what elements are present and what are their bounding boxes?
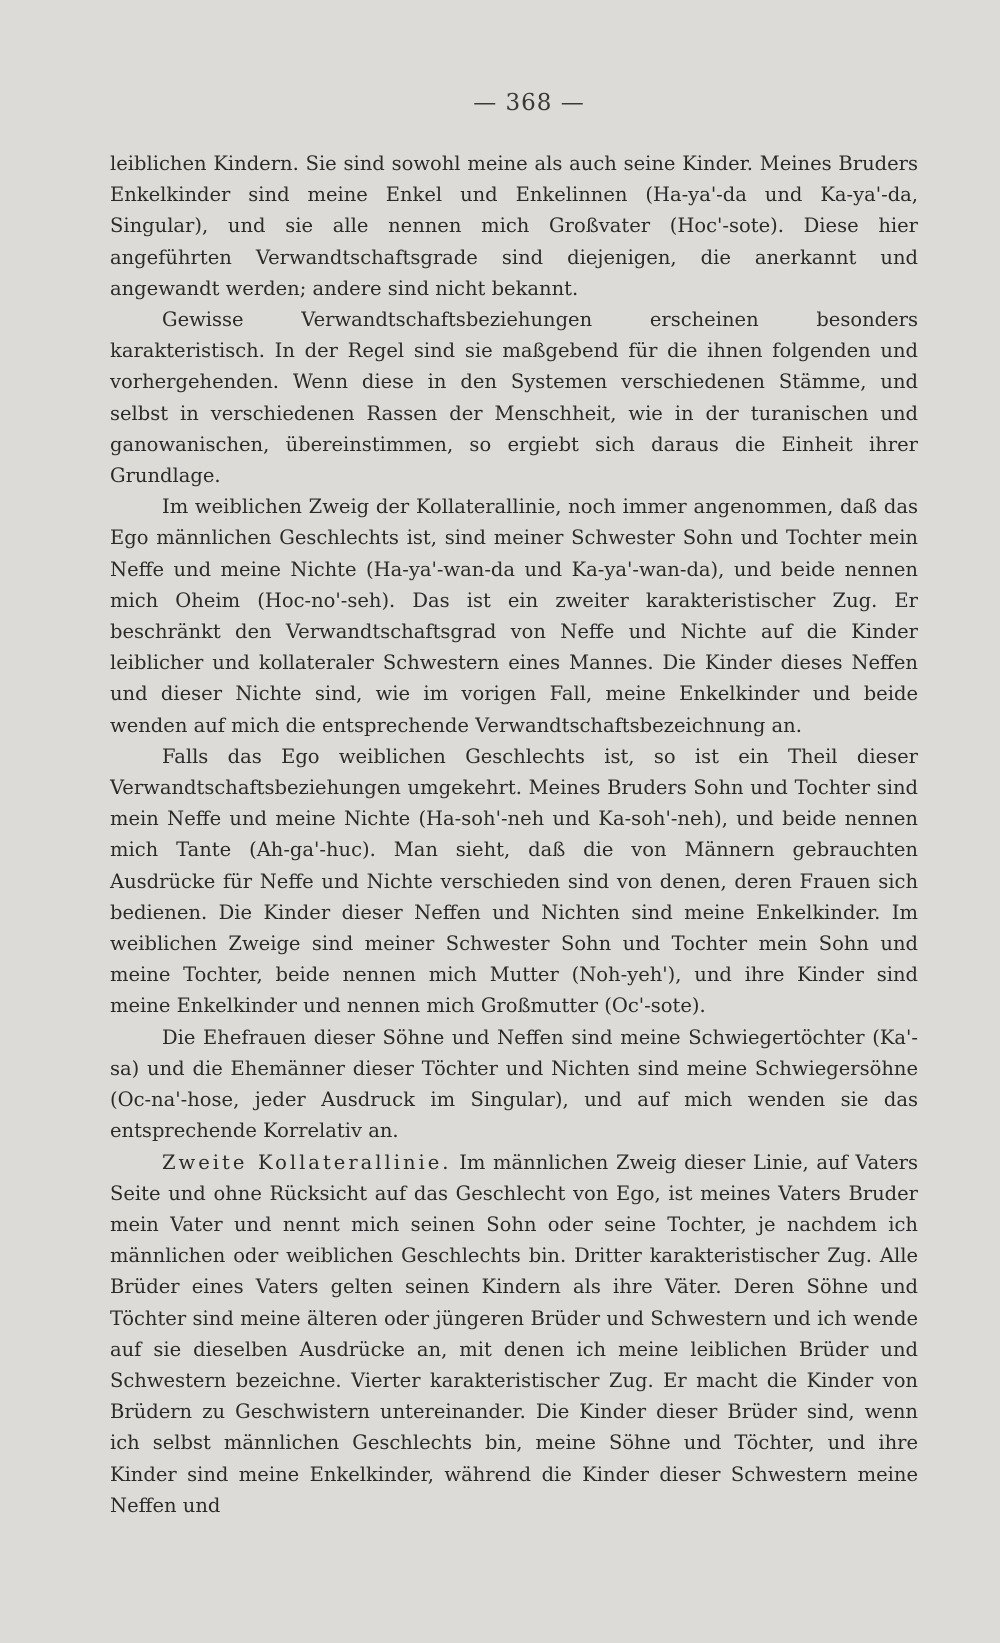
paragraph-2: Gewisse Verwandtschaftsbeziehungen erscheinen besonders karakteristisch. In der Regel sind sie maßgebend für die ihnen folgenden und vorhergehenden. Wenn diese in den Systemen verschiedenen Stämme, und selbst in verschiedenen Rassen der Menschheit, wie in der turanischen und ganowanischen, übereinstimmen, so ergiebt sich daraus die Einheit ihrer Grundlage. (110, 308, 918, 488)
paragraph-3: Im weiblichen Zweig der Kollaterallinie, noch immer angenommen, daß das Ego männlichen Geschlechts ist, sind meiner Schwester Sohn und Tochter mein Neffe und meine Nichte (Ha-ya'-wan-da und Ka-ya'-wan-da), und beide nennen mich Oheim (Hoc-no'-seh). Das ist ein zweiter karakteristischer Zug. Er beschränkt den Verwandtschaftsgrad von Neffe und Nichte auf die Kinder leiblicher und kollateraler Schwestern eines Mannes. Die Kinder dieses Neffen und dieser Nichte sind, wie im vorigen Fall, meine Enkelkinder und beide wenden auf mich die entsprechende Verwandtschaftsbezeichnung an. (110, 495, 918, 737)
section-text: Im männlichen Zweig dieser Linie, auf Vaters Seite und ohne Rücksicht auf das Geschlecht von Ego, ist meines Vaters Bruder mein Vater und nennt mich seinen Sohn oder seine Tochter, je nachdem ich männlichen oder weiblichen Geschlechts bin. Dritter karakteristischer Zug. Alle Brüder eines Vaters gelten seinen Kindern als ihre Väter. Deren Söhne und Töchter sind meine älteren oder jüngeren Brüder und Schwestern und ich wende auf sie dieselben Ausdrücke an, mit denen ich meine leiblichen Brüder und Schwestern bezeichne. Vierter karakteristischer Zug. Er macht die Kinder von Brüdern zu Geschwistern untereinander. Die Kinder dieser Brüder sind, wenn ich selbst männlichen Geschlechts bin, meine Söhne und Töchter, und ihre Kinder sind meine Enkelkinder, während die Kinder dieser Schwestern meine Neffen und (110, 1150, 919, 1517)
section-heading: Zweite Kollaterallinie. (162, 1150, 452, 1174)
paragraph-1: leiblichen Kindern. Sie sind sowohl meine als auch seine Kinder. Meines Bruders Enkelkinder sind meine Enkel und Enkelinnen (Ha-ya'-da und Ka-ya'-da, Singular), und sie alle nennen mich Großvater (Hoc'-sote). Diese hier angeführten Verwandtschaftsgrade sind diejenigen, die anerkannt und angewandt werden; andere sind nicht bekannt. (110, 152, 918, 300)
page-number: — 368 — (473, 90, 585, 116)
paragraph-5: Die Ehefrauen dieser Söhne und Neffen sind meine Schwiegertöchter (Ka'-sa) und die Ehemänner dieser Töchter und Nichten sind meine Schwiegersöhne (Oc-na'-hose, jeder Ausdruck im Singular), und auf mich wenden sie das entsprechende Korrelativ an. (110, 1025, 918, 1143)
paragraph-4: Falls das Ego weiblichen Geschlechts ist, so ist ein Theil dieser Verwandtschaftsbeziehungen umgekehrt. Meines Bruders Sohn und Tochter sind mein Neffe und meine Nichte (Ha-soh'-neh und Ka-soh'-neh), und beide nennen mich Tante (Ah-ga'-huc). Man sieht, daß die von Männern gebrauchten Ausdrücke für Neffe und Nichte verschieden sind von denen, deren Frauen sich bedienen. Die Kinder dieser Neffen und Nichten sind meine Enkelkinder. Im weiblichen Zweige sind meiner Schwester Sohn und Tochter mein Sohn und meine Tochter, beide nennen mich Mutter (Noh-yeh'), und ihre Kinder sind meine Enkelkinder und nennen mich Großmutter (Oc'-sote). (110, 744, 918, 1018)
paragraph-6 (110, 1147, 918, 1521)
